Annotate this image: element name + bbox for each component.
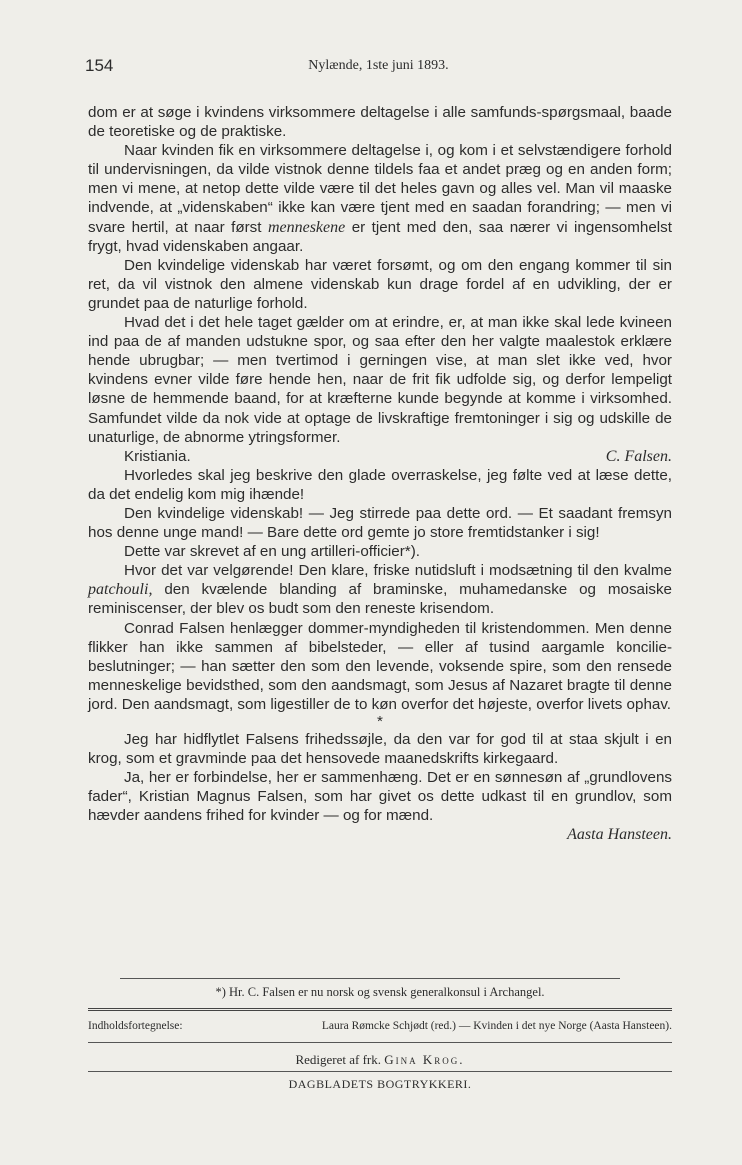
- paragraph-8: [88, 561, 672, 618]
- section-separator: *: [377, 713, 383, 730]
- paragraph-5: Hvorledes skal jeg beskrive den glade overraskelse, jeg følte ved at læse dette, da det endelig kom mig ihænde!: [88, 466, 672, 503]
- paragraph-3: Den kvindelige videnskab har været forsømt, og om den engang kommer til sin ret, da vil vistnok den almene videnskab kun drage fordel af en udvikling, der er grundet paa de naturlige forhold.: [88, 256, 672, 312]
- paragraph-2-part-b: er tjent med den, saa nærer vi ingensomhelst frygt, hvad videnskaben angaar.: [88, 218, 672, 255]
- printer-rule: [88, 1071, 672, 1072]
- paragraph-10: Jeg har hidflytlet Falsens frihedssøjle, da den var for god til at staa skjult i en krog, som et gravminde paa det hensovede maanedskrifts kirkegaard.: [88, 731, 672, 768]
- signature-author-2: Aasta Hansteen.: [567, 826, 672, 844]
- table-of-contents: [88, 1020, 672, 1032]
- running-head: Nylænde, 1ste juni 1893.: [308, 58, 449, 73]
- toc-label: Indholdsfortegnelse:: [88, 1020, 183, 1032]
- editor-line: [88, 1052, 672, 1068]
- signature-author: C. Falsen.: [605, 447, 672, 465]
- paragraph-7: Dette var skrevet af en ung artilleri-officier*).: [124, 543, 420, 561]
- paragraph-2: [88, 141, 672, 256]
- toc-entries: Laura Rømcke Schjødt (red.) — Kvinden i det nye Norge (Aasta Hansteen).: [321, 1020, 672, 1032]
- page-number: 154: [85, 56, 114, 75]
- signature-hansteen: [88, 825, 672, 844]
- editor-name: Gina Krog.: [384, 1052, 465, 1067]
- paragraph-11: Ja, her er forbindelse, her er sammenhæng. Det er en sønnesøn af „grundlovens fader“, Kristian Magnus Falsen, som har givet os dette udkast til en grundlov, som hævder aandens frihed for kvinder — og for mænd.: [88, 769, 672, 825]
- paragraph-9: Conrad Falsen henlægger dommer-myndigheden til kristendommen. Men denne flikker han ikke sammen af bibelsteder, — eller af tusind aargamle koncilie-beslutninger; — han sætter den som den levende, voksende spire, som den rensede menneskelige bevidsthed, som den aandsmagt, som Jesus af Nazaret bragte til denne jord. Den aandsmagt, som ligestiller de to køn overfor det højeste, overfor livets ophav.: [88, 619, 672, 713]
- article-body: [88, 103, 672, 845]
- toc-rule-bottom: [88, 1042, 672, 1043]
- paragraph-8-part-a: Hvor det var velgørende! Den klare, friske nutidsluft i modsætning til den kvalme: [124, 562, 672, 580]
- paragraph-4: Hvad det i det hele taget gælder om at erindre, er, at man ikke skal lede kvineen ind paa de af manden udstukne spor, og saa efter den her valgte maalestok erklære hende ubrugbar; — men tvertimod i gerningen vise, at man slet ikke ved, hvor kvindens evner vilde føre hende hen, naar de frit fik udfolde sig, og derfor lempeligt løsne de hemmende baand, for at kræfterne kunde begynde at komme i virksomhed. Samfundet vilde da nok vide at optage de livskraftige fremtoninger i sig og udskille de unaturlige, de abnorme ytringsformer.: [88, 314, 672, 446]
- paragraph-6: Den kvindelige videnskab! — Jeg stirrede paa dette ord. — Et saadant fremsyn hos denne unge mand! — Bare dette ord gemte jo store fremtidstanker i sig!: [88, 504, 672, 542]
- page-header: [85, 56, 672, 80]
- paragraph-8-part-b: den kvælende blanding af braminske, muhamedanske og mosaiske reminiscenser, der blev os budt som den reneste krisendom.: [88, 581, 672, 618]
- paragraph-8-emphasis: patchouli,: [88, 581, 153, 599]
- signature-place: Kristiania.: [124, 447, 191, 465]
- signature-falsen: [88, 447, 672, 466]
- printer-line: DAGBLADETS BOGTRYKKERI.: [288, 1077, 472, 1091]
- toc-rule-top: [88, 1008, 672, 1011]
- paragraph-2-emphasis: menneskene: [267, 218, 346, 236]
- paragraph-2-part-a: Naar kvinden fik en virksommere deltagelse i, og kom i et selvstændigere forhold til undervisningen, da vilde vistnok denne tildels faa et andet præg og en anden form; men vi mene, at netop dette vilde være til det heles gavn og alles vel. Man vil maaske indvende, at „videnskaben“ ikke kan være tjent med en saadan forandring; — men vi svare hertil, at naar først: [88, 142, 672, 236]
- footnote-rule: [120, 978, 620, 979]
- footnote: *) Hr. C. Falsen er nu norsk og svensk generalkonsul i Archangel.: [215, 985, 545, 999]
- paragraph-1: dom er at søge i kvindens virksommere deltagelse i alle samfunds-spørgsmaal, baade de teoretiske og de praktiske.: [88, 104, 672, 141]
- editor-prefix: Redigeret af frk.: [295, 1052, 381, 1067]
